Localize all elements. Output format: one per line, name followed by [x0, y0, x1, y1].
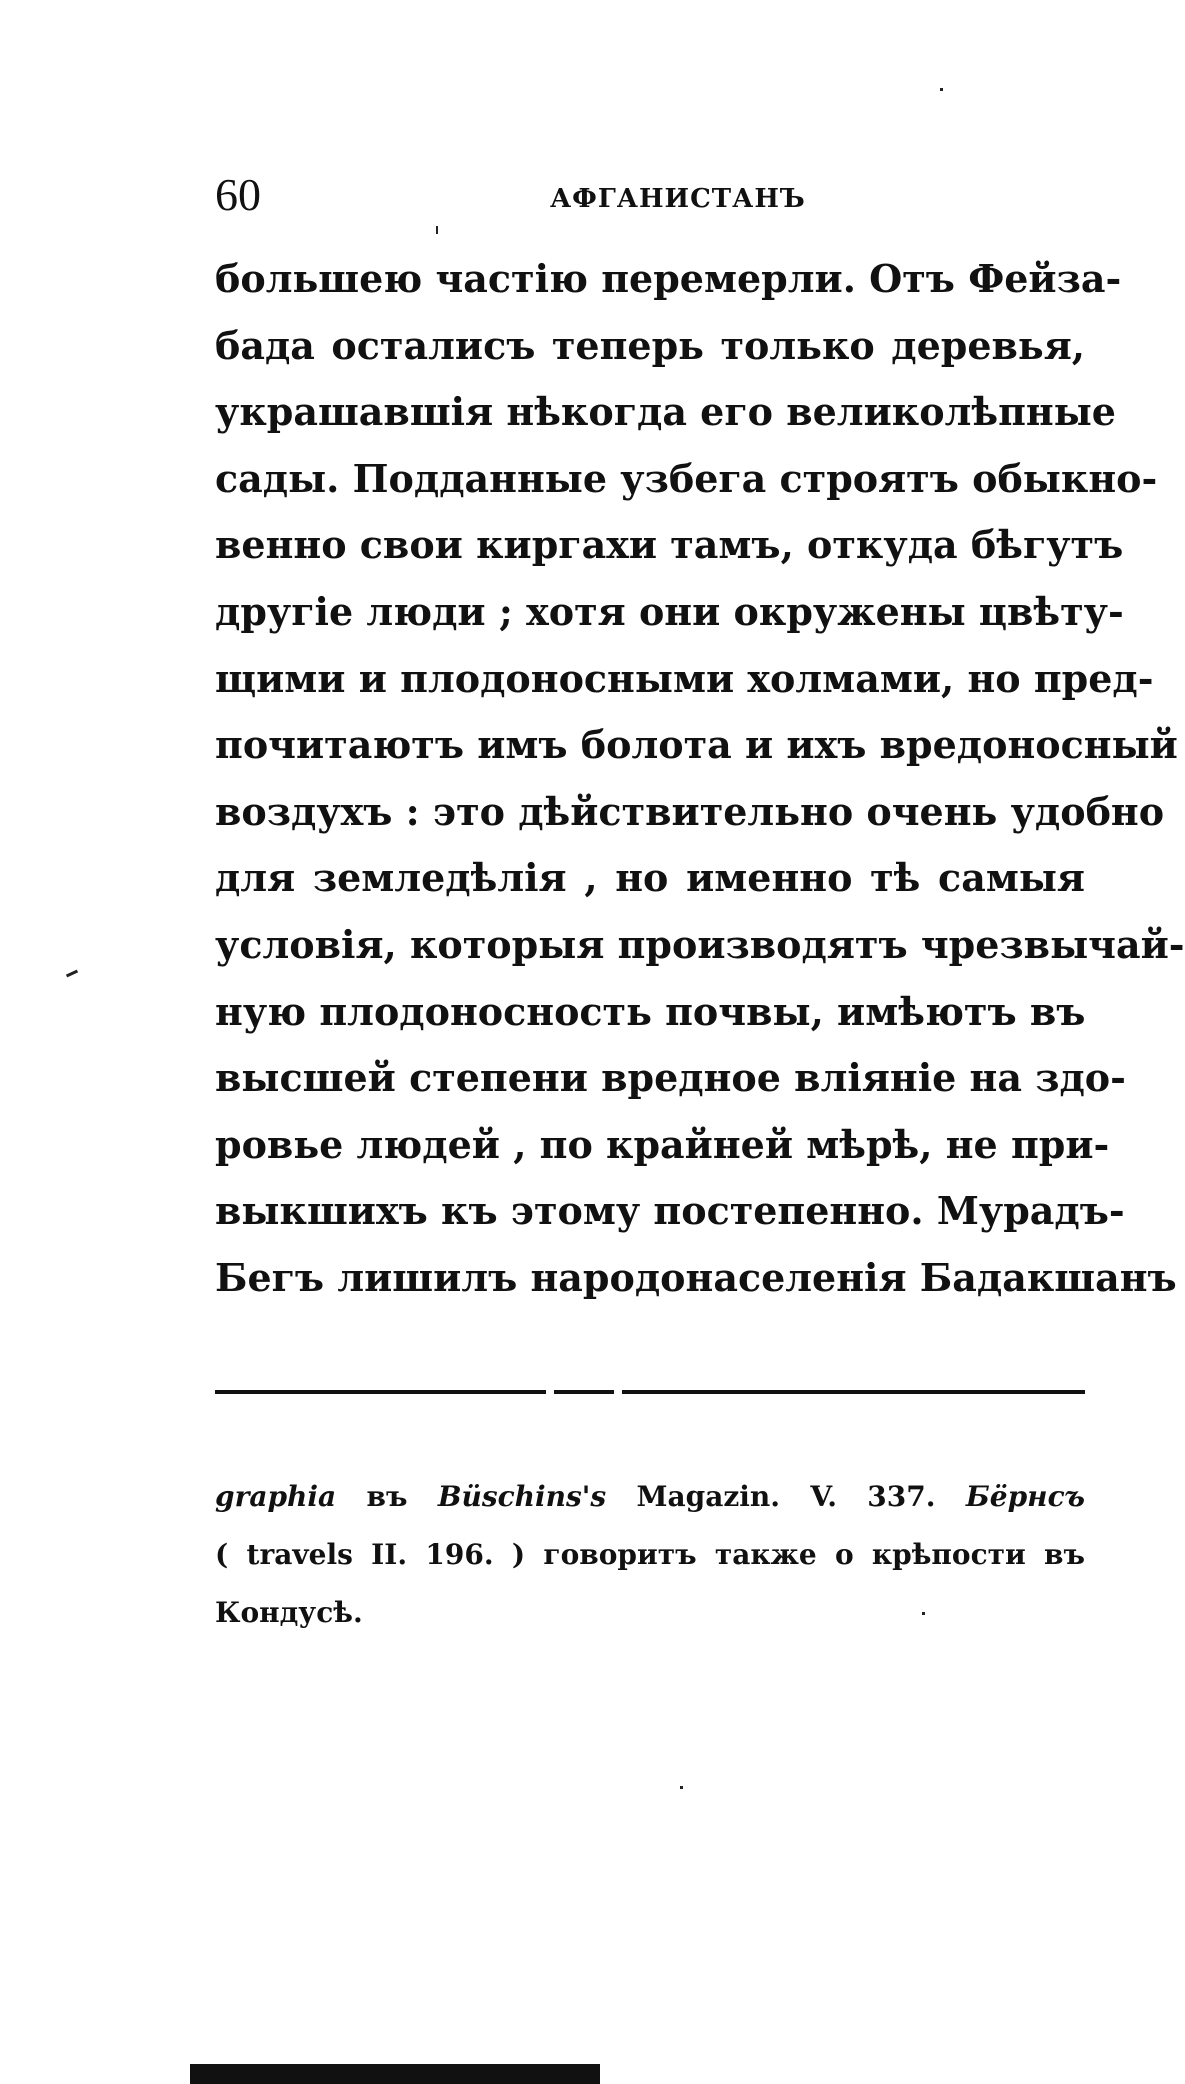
- stray-mark: [436, 226, 438, 234]
- text-line: сады. Подданные узбега строятъ обыкно-: [215, 455, 1158, 501]
- footnote-italic: graphia: [215, 1480, 337, 1513]
- stray-mark: [680, 1786, 683, 1789]
- text-line: другіе люди ; хотя они окружены цвѣту-: [215, 588, 1124, 634]
- footnote-rule-gap: [546, 1388, 554, 1396]
- text-line: украшавшія нѣкогда его великолѣпные: [215, 389, 1116, 435]
- body-text: [215, 246, 1185, 1312]
- running-head: АФГАНИСТАНЪ: [550, 184, 806, 214]
- text-line: венно свои киргахи тамъ, откуда бѣгутъ: [215, 522, 1124, 568]
- text-line: для земледѣлія , но именно тѣ самыя: [215, 855, 1085, 901]
- text-line: ровье людей , по крайней мѣрѣ, не при-: [215, 1121, 1110, 1167]
- stray-mark: [922, 1612, 925, 1615]
- footnote-italic: Бёрнсъ: [965, 1480, 1085, 1513]
- stray-mark: [940, 88, 943, 91]
- text-line: выкшихъ къ этому постепенно. Мурадъ-: [215, 1188, 1125, 1234]
- footnote-rule-gap: [614, 1388, 622, 1396]
- text-line: высшей степени вредное вліяніе на здо-: [215, 1055, 1126, 1101]
- scan-edge-bar: [190, 2064, 600, 2084]
- text-line: бада осталисъ теперь только деревья,: [215, 322, 1085, 368]
- text-line: щими и плодоносными холмами, но пред-: [215, 655, 1154, 701]
- footnote-text: въ: [366, 1480, 408, 1513]
- text-line: условія, которыя производятъ чрезвычай-: [215, 921, 1185, 967]
- stray-mark: [66, 970, 78, 978]
- footnote-italic: Büschins's: [437, 1480, 607, 1513]
- text-line: ную плодоносность почвы, имѣютъ въ: [215, 988, 1086, 1034]
- page-number: 60: [215, 169, 261, 220]
- footnote-line: [215, 1468, 1085, 1526]
- footnote-text: Magazin. V. 337.: [636, 1480, 936, 1513]
- footnote-line: ( travels II. 196. ) говоритъ также о крѣпости въ: [215, 1538, 1085, 1571]
- text-line: почитаютъ имъ болота и ихъ вредоносный: [215, 722, 1178, 768]
- footnote-line: Кондусѣ.: [215, 1596, 363, 1629]
- text-line: большею частію перемерли. Отъ Фейза-: [215, 256, 1122, 301]
- footnote-rule: [215, 1390, 1085, 1394]
- footnote: [215, 1468, 1085, 1642]
- text-line: Бегъ лишилъ народонаселенія Бадакшанъ: [215, 1254, 1177, 1300]
- text-line: воздухъ : это дѣйствительно очень удобно: [215, 788, 1165, 834]
